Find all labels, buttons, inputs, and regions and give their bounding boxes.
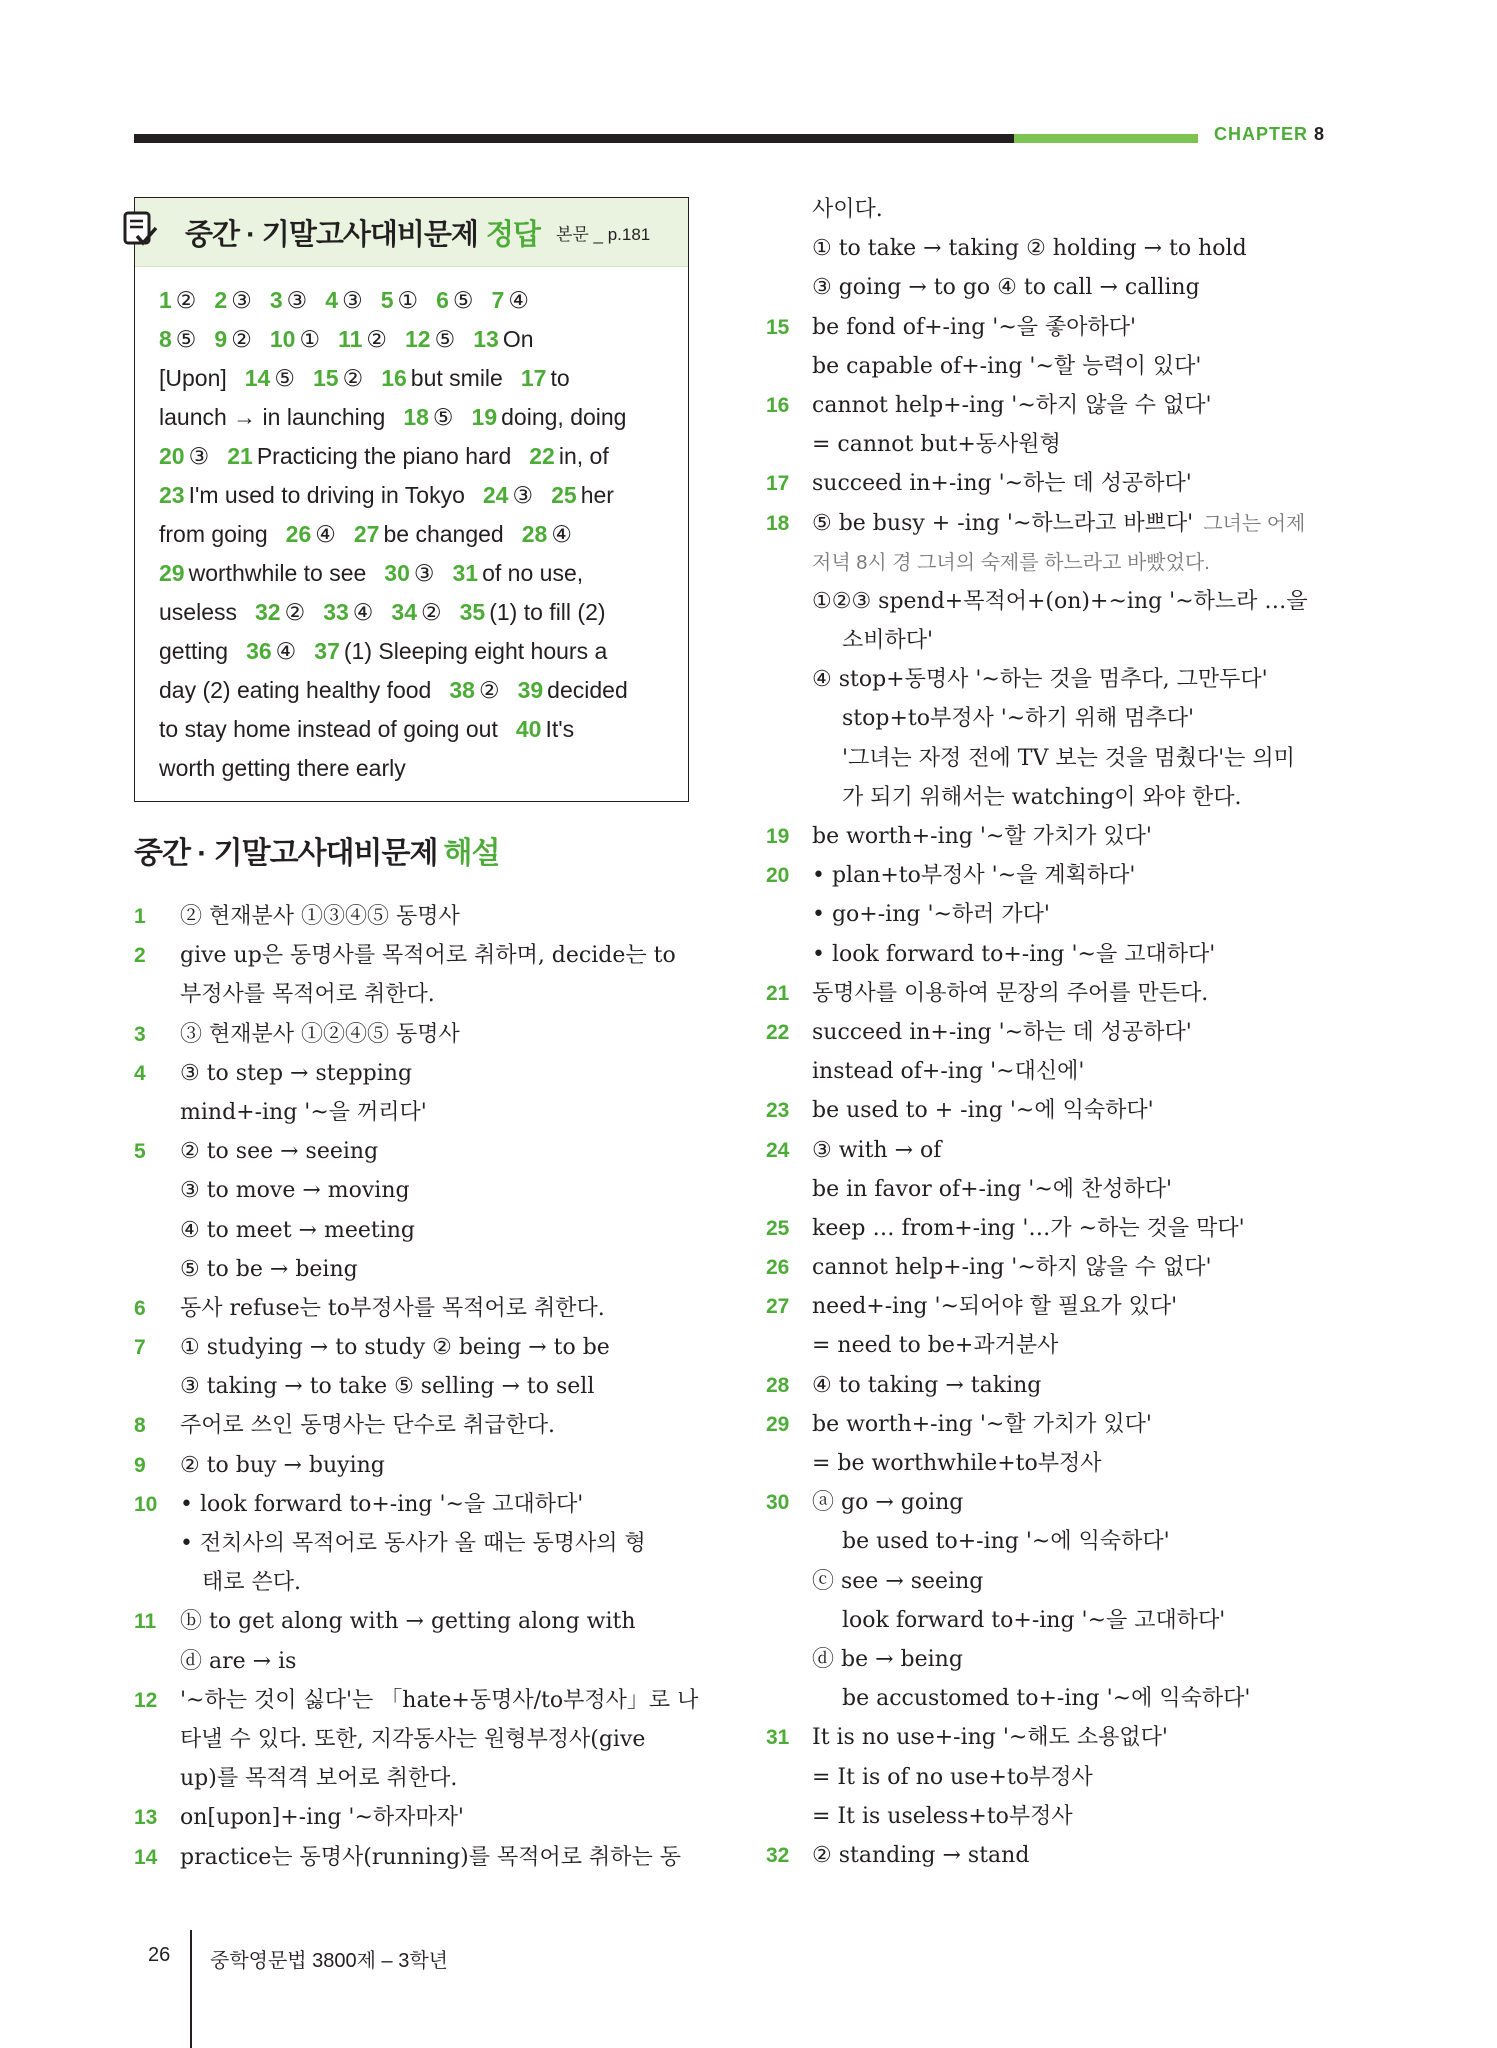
question-number: 21 <box>766 981 790 1005</box>
answer-line <box>159 476 664 515</box>
explanation-row <box>134 1250 694 1289</box>
explanation-row <box>766 504 1366 543</box>
explanation-row <box>766 190 1366 229</box>
explanation-row <box>134 1328 694 1367</box>
explanation-row <box>766 1836 1366 1875</box>
explanation-text: 타낼 수 있다. 또한, 지각동사는 원형부정사(give <box>180 1726 646 1752</box>
explanation-row <box>134 1759 694 1798</box>
answer-value: On <box>502 326 534 352</box>
answer-number: 35 <box>459 599 486 625</box>
explanation-text: ① studying → to study ② being → to be <box>180 1335 610 1361</box>
question-number: 20 <box>766 864 790 888</box>
explanation-row <box>766 895 1366 934</box>
explanation-text: ② to buy → buying <box>180 1452 385 1478</box>
answer-value: ② <box>231 326 252 352</box>
answer-value: ② <box>421 599 442 625</box>
answer-line <box>159 593 664 632</box>
explanation-text: up)를 목적격 보어로 취한다. <box>180 1766 458 1792</box>
question-number: 4 <box>134 1061 146 1085</box>
answer-value: but smile <box>410 365 503 391</box>
answer-value: (1) to fill (2) <box>489 599 606 625</box>
answer-value: from going <box>159 521 268 547</box>
explanation-text: ⓒ see → seeing <box>812 1568 984 1594</box>
explanation-row <box>134 1015 694 1054</box>
question-number: 25 <box>766 1216 790 1240</box>
explanation-row <box>134 1642 694 1681</box>
question-number: 31 <box>766 1726 790 1750</box>
answer-number: 8 <box>159 326 172 352</box>
answer-number: 40 <box>515 716 542 742</box>
answer-number: 26 <box>285 521 312 547</box>
answer-value: ③ <box>188 443 210 469</box>
answer-value: ② <box>284 599 306 625</box>
answer-number: 30 <box>384 560 410 586</box>
explanation-row <box>766 1444 1366 1483</box>
question-number: 30 <box>766 1491 790 1515</box>
answer-value: ⑤ <box>452 287 474 313</box>
answer-value: ③ <box>231 287 252 313</box>
explanation-text: ⓑ to get along with → getting along with <box>180 1609 636 1635</box>
explanation-text: be accustomed to+-ing '~에 익숙하다' <box>842 1686 1251 1712</box>
question-number: 3 <box>134 1022 146 1046</box>
explanation-text: be worth+-ing '~할 가치가 있다' <box>812 824 1152 849</box>
explanation-text: be capable of+-ing '~할 능력이 있다' <box>812 353 1202 379</box>
answer-value: ② <box>478 677 500 703</box>
answer-value: ③ <box>342 287 363 313</box>
answer-value: to <box>550 365 570 391</box>
explanation-text: ③ 현재분사 ①②④⑤ 동명사 <box>180 1021 460 1047</box>
translation-text: 저녁 8시 경 그녀의 숙제를 하느라고 바빴었다. <box>812 551 1210 574</box>
answer-number: 23 <box>159 482 185 508</box>
explanation-row <box>766 425 1366 464</box>
question-number: 28 <box>766 1373 790 1397</box>
answer-value: ④ <box>508 287 529 313</box>
answer-line <box>159 437 664 476</box>
answer-value: (1) Sleeping eight hours a <box>343 638 608 664</box>
explanation-text: ⑤ be busy + -ing '~하느라고 바쁘다' <box>812 510 1194 536</box>
answer-line <box>159 359 664 398</box>
answer-number: 12 <box>405 326 431 352</box>
answer-value: ⑤ <box>175 326 197 352</box>
header-rule-black <box>134 134 1014 143</box>
explanation-row <box>134 1406 694 1445</box>
answer-line <box>159 671 664 710</box>
explanation-row <box>766 582 1366 621</box>
explanation-text: ⓓ are → is <box>180 1648 297 1674</box>
answer-value: ⑤ <box>434 326 456 352</box>
explanation-row <box>766 1131 1366 1170</box>
answer-number: 6 <box>436 287 449 313</box>
explanation-row <box>134 1838 694 1877</box>
explanation-row <box>134 897 694 936</box>
explanation-text: instead of+-ing '~대신에' <box>812 1059 1085 1085</box>
answer-number: 21 <box>227 443 253 469</box>
explanation-text: be used to+-ing '~에 익숙하다' <box>842 1529 1170 1555</box>
answer-value: Practicing the piano hard <box>256 443 512 469</box>
explanation-text: ④ stop+동명사 '~하는 것을 멈추다, 그만두다' <box>812 667 1268 693</box>
explanation-row <box>766 699 1366 738</box>
answer-number: 28 <box>521 521 548 547</box>
answer-value: ④ <box>551 521 572 547</box>
explanation-text: • 전치사의 목적어로 동사가 올 때는 동명사의 형 <box>180 1531 646 1556</box>
answer-number: 27 <box>353 521 380 547</box>
explanation-text: • look forward to+-ing '~을 고대하다' <box>180 1491 584 1517</box>
explanation-row <box>134 1524 694 1563</box>
chapter-number: 8 <box>1314 124 1326 144</box>
answer-value: ④ <box>275 638 297 664</box>
question-number: 2 <box>134 944 146 968</box>
answer-value: launch → in launching <box>159 404 386 430</box>
answer-number: 18 <box>403 404 429 430</box>
explanation-row <box>134 1798 694 1837</box>
answer-value: useless <box>159 599 237 625</box>
explanation-text: = be worthwhile+to부정사 <box>812 1451 1102 1476</box>
explanation-text: ③ with → of <box>812 1137 942 1163</box>
answer-number: 2 <box>214 287 228 313</box>
explanation-text: need+-ing '~되어야 할 필요가 있다' <box>812 1294 1178 1320</box>
answer-box <box>134 197 689 802</box>
explanation-row <box>766 856 1366 895</box>
explanation-row <box>134 1093 694 1132</box>
answer-value: ③ <box>512 482 534 508</box>
explanation-text: ② to see → seeing <box>180 1139 379 1165</box>
chapter-word: CHAPTER <box>1214 124 1309 144</box>
question-number: 10 <box>134 1492 158 1516</box>
explanation-row <box>766 308 1366 347</box>
question-number: 27 <box>766 1295 790 1319</box>
explanation-row <box>134 1681 699 1720</box>
answer-line <box>159 515 664 554</box>
answer-value: doing, doing <box>501 404 627 430</box>
explanation-text: = It is of no use+to부정사 <box>812 1764 1093 1790</box>
explanation-text: 동명사를 이용하여 문장의 주어를 만든다. <box>812 980 1209 1006</box>
explanation-row <box>766 1640 1366 1679</box>
explanation-title: 중간 · 기말고사대비문제 해설 <box>134 837 500 870</box>
answer-number: 5 <box>380 287 394 313</box>
answer-value: decided <box>547 677 628 703</box>
explanation-row <box>134 975 694 1014</box>
answer-value: ④ <box>352 599 374 625</box>
explanation-column-left <box>134 897 699 1877</box>
explanation-text: practice는 동명사(running)를 목적어로 취하는 동 <box>180 1844 681 1870</box>
explanation-row <box>134 1485 694 1524</box>
explanation-text: ③ taking → to take ⑤ selling → to sell <box>180 1374 595 1400</box>
explanation-row <box>766 1209 1366 1248</box>
answer-number: 11 <box>338 326 363 352</box>
explanation-text: = need to be+과거분사 <box>812 1333 1059 1359</box>
question-number: 11 <box>134 1610 157 1634</box>
explanation-text: ④ to taking → taking <box>812 1372 1042 1398</box>
answer-value: ⑤ <box>274 365 295 391</box>
answer-number: 24 <box>482 482 509 508</box>
answer-value: ② <box>175 287 197 313</box>
explanation-text: '그녀는 자정 전에 TV 보는 것을 멈췄다'는 의미 <box>842 745 1295 771</box>
question-number: 22 <box>766 1020 790 1044</box>
explanation-row <box>766 347 1366 386</box>
explanation-text: succeed in+-ing '~하는 데 성공하다' <box>812 1019 1192 1045</box>
answer-number: 33 <box>323 599 349 625</box>
explanation-row <box>766 974 1366 1013</box>
explanation-row <box>766 543 1366 582</box>
answer-number: 3 <box>269 287 283 313</box>
question-number: 13 <box>134 1806 158 1830</box>
explanation-row <box>766 1522 1366 1561</box>
answer-value: I'm used to driving in Tokyo <box>188 482 465 508</box>
explanation-text: be in favor of+-ing '~에 찬성하다' <box>812 1176 1173 1202</box>
explanation-row <box>766 1287 1366 1326</box>
explanation-text: 태로 쓴다. <box>202 1570 301 1596</box>
explanation-text: • look forward to+-ing '~을 고대하다' <box>812 941 1216 967</box>
question-number: 29 <box>766 1412 790 1436</box>
explanation-row <box>766 1170 1366 1209</box>
answer-line <box>159 749 664 788</box>
answer-number: 1 <box>159 287 172 313</box>
explanation-row <box>766 1562 1366 1601</box>
question-number: 5 <box>134 1140 146 1164</box>
question-number: 14 <box>134 1845 158 1869</box>
question-number: 18 <box>766 511 790 535</box>
explanation-row <box>766 1013 1366 1052</box>
question-number: 15 <box>766 315 790 339</box>
explanation-row <box>766 1483 1366 1522</box>
header-rule-green <box>1014 134 1198 143</box>
explanation-text: 부정사를 목적어로 취한다. <box>180 982 435 1008</box>
answer-value: ① <box>299 326 321 352</box>
explanation-text: ③ to move → moving <box>180 1178 410 1204</box>
answer-number: 19 <box>471 404 498 430</box>
explanation-text: be worth+-ing '~할 가치가 있다' <box>812 1411 1152 1437</box>
explanation-row <box>766 1366 1366 1405</box>
answer-line <box>159 398 664 437</box>
answer-value: It's <box>545 716 575 742</box>
explanation-row <box>766 229 1366 268</box>
answer-list <box>135 267 688 788</box>
answer-value: ② <box>366 326 388 352</box>
answer-number: 13 <box>473 326 499 352</box>
explanation-row <box>134 1132 694 1171</box>
answer-number: 37 <box>314 638 340 664</box>
answer-number: 9 <box>214 326 228 352</box>
explanation-row <box>134 1211 694 1250</box>
question-number: 19 <box>766 825 790 848</box>
answer-value: ③ <box>286 287 308 313</box>
explanation-text: = It is useless+to부정사 <box>812 1803 1073 1829</box>
explanation-row <box>766 621 1366 660</box>
explanation-text: look forward to+-ing '~을 고대하다' <box>842 1607 1226 1633</box>
explanation-row <box>134 1446 694 1485</box>
explanation-row <box>766 386 1366 425</box>
answer-line <box>159 281 664 320</box>
question-number: 32 <box>766 1843 790 1867</box>
answer-line <box>159 554 664 593</box>
explanation-text: 가 되기 위해서는 watching이 와야 한다. <box>842 784 1242 810</box>
answer-value: ① <box>397 287 419 313</box>
question-number: 9 <box>134 1453 146 1477</box>
question-number: 7 <box>134 1336 146 1360</box>
answer-value: her <box>580 482 614 508</box>
explanation-text: cannot help+-ing '~하지 않을 수 없다' <box>812 1255 1212 1281</box>
explanation-row <box>766 739 1366 778</box>
question-number: 24 <box>766 1138 790 1162</box>
memo-check-icon <box>121 210 159 255</box>
answer-value: worthwhile to see <box>188 560 367 586</box>
answer-value: getting <box>159 638 229 664</box>
explanation-row <box>766 1091 1366 1130</box>
explanation-text: It is no use+-ing '~해도 소용없다' <box>812 1725 1168 1751</box>
answer-box-header <box>135 198 688 267</box>
explanation-text: ①②③ spend+목적어+(on)+~ing '~하느라 …을 <box>812 588 1308 614</box>
explanation-row <box>766 1248 1366 1287</box>
translation-text: 그녀는 어제 <box>1203 512 1306 535</box>
explanation-text: mind+-ing '~을 꺼리다' <box>180 1099 427 1125</box>
explanation-row <box>766 1405 1366 1444</box>
book-title: 중학영문법 3800제 – 3학년 <box>210 1950 448 1972</box>
explanation-row <box>766 1601 1366 1640</box>
explanation-text: '~하는 것이 싫다'는 「hate+동명사/to부정사」로 나 <box>180 1687 699 1713</box>
explanation-text: be fond of+-ing '~을 좋아하다' <box>812 314 1137 340</box>
explanation-row <box>134 1054 694 1093</box>
question-number: 23 <box>766 1099 790 1123</box>
answer-number: 32 <box>254 599 281 625</box>
answer-value: ⑤ <box>432 404 454 430</box>
explanation-text: keep … from+-ing '…가 ~하는 것을 막다' <box>812 1215 1245 1241</box>
explanation-row <box>134 1367 694 1406</box>
explanation-row <box>134 1171 694 1210</box>
answer-number: 17 <box>520 365 547 391</box>
explanation-text: ① to take → taking ② holding → to hold <box>812 236 1247 262</box>
question-number: 26 <box>766 1256 790 1280</box>
explanation-text: be used to + -ing '~에 익숙하다' <box>812 1098 1154 1124</box>
answer-number: 31 <box>452 560 479 586</box>
answer-line <box>159 320 664 359</box>
explanation-text: 소비하다' <box>842 628 934 654</box>
explanation-row <box>766 778 1366 817</box>
explanation-row <box>766 1679 1366 1718</box>
answer-number: 29 <box>159 560 185 586</box>
explanation-row <box>766 1326 1366 1365</box>
explanation-text: ⓐ go → going <box>812 1490 964 1516</box>
explanation-row <box>766 935 1366 974</box>
answer-number: 7 <box>491 287 505 313</box>
explanation-text: ⓓ be → being <box>812 1646 963 1672</box>
explanation-text: ② 현재분사 ①③④⑤ 동명사 <box>180 904 460 929</box>
answer-number: 25 <box>551 482 577 508</box>
explanation-row <box>134 1602 694 1641</box>
explanation-row <box>766 1797 1366 1836</box>
footer-divider <box>190 1930 192 2048</box>
answer-number: 34 <box>391 599 418 625</box>
explanation-text: on[upon]+-ing '~하자마자' <box>180 1805 464 1831</box>
answer-number: 20 <box>159 443 185 469</box>
explanation-text: • go+-ing '~하러 가다' <box>812 902 1050 928</box>
answer-number: 15 <box>312 365 339 391</box>
explanation-row <box>766 660 1366 699</box>
answer-number: 4 <box>325 287 339 313</box>
answer-value: ④ <box>315 521 336 547</box>
answer-value: be changed <box>383 521 504 547</box>
explanation-text: ④ to meet → meeting <box>180 1217 415 1243</box>
question-number: 6 <box>134 1296 146 1320</box>
answer-value: worth getting there early <box>159 755 406 781</box>
explanation-row <box>134 936 694 975</box>
answer-number: 22 <box>529 443 555 469</box>
explanation-text: stop+to부정사 '~하기 위해 멈추다' <box>842 706 1195 732</box>
answer-value: in, of <box>558 443 609 469</box>
explanation-row <box>134 1289 694 1328</box>
answer-number: 36 <box>246 638 272 664</box>
question-number: 8 <box>134 1414 146 1438</box>
explanation-row <box>134 1720 694 1759</box>
explanation-row <box>766 817 1366 856</box>
explanation-row <box>766 464 1366 503</box>
answer-line <box>159 710 664 749</box>
explanation-text: ③ to step → stepping <box>180 1060 413 1086</box>
explanation-row <box>766 1052 1366 1091</box>
answer-box-page-ref: 본문 _ p.181 <box>555 224 651 244</box>
explanation-text: = cannot but+동사원형 <box>812 432 1061 458</box>
answer-value: of no use, <box>482 560 584 586</box>
answer-value: day (2) eating healthy food <box>159 677 432 703</box>
explanation-row <box>766 1718 1366 1757</box>
explanation-text: 주어로 쓰인 동명사는 단수로 취급한다. <box>180 1413 555 1439</box>
explanation-row <box>766 268 1366 307</box>
explanation-text: give up은 동명사를 목적어로 취하며, decide는 to <box>180 943 676 969</box>
answer-number: 10 <box>269 326 296 352</box>
page-number: 26 <box>148 1944 171 1966</box>
question-number: 16 <box>766 393 790 417</box>
answer-value: ③ <box>413 560 435 586</box>
explanation-text: 동사 refuse는 to부정사를 목적어로 취한다. <box>180 1295 605 1321</box>
explanation-text: cannot help+-ing '~하지 않을 수 없다' <box>812 392 1212 418</box>
answer-number: 16 <box>381 365 407 391</box>
explanation-row <box>766 1758 1366 1797</box>
explanation-text: 사이다. <box>812 197 883 222</box>
chapter-label <box>1214 124 1325 145</box>
answer-number: 38 <box>449 677 475 703</box>
answer-value: ② <box>342 365 364 391</box>
explanation-column-right <box>766 190 1366 1875</box>
explanation-text: succeed in+-ing '~하는 데 성공하다' <box>812 471 1192 497</box>
answer-value: [Upon] <box>159 365 227 391</box>
explanation-row <box>134 1563 694 1602</box>
explanation-text: ② standing → stand <box>812 1842 1030 1868</box>
answer-value: to stay home instead of going out <box>159 716 498 742</box>
answer-line <box>159 632 664 671</box>
explanation-text: ⑤ to be → being <box>180 1256 358 1282</box>
explanation-text: ③ going → to go ④ to call → calling <box>812 275 1200 301</box>
explanation-text: • plan+to부정사 '~을 계획하다' <box>812 863 1136 889</box>
answer-box-title: 중간 · 기말고사대비문제 정답 <box>185 218 540 251</box>
answer-number: 39 <box>517 677 544 703</box>
answer-number: 14 <box>244 365 271 391</box>
question-number: 1 <box>134 905 146 928</box>
question-number: 12 <box>134 1688 158 1712</box>
question-number: 17 <box>766 472 790 496</box>
